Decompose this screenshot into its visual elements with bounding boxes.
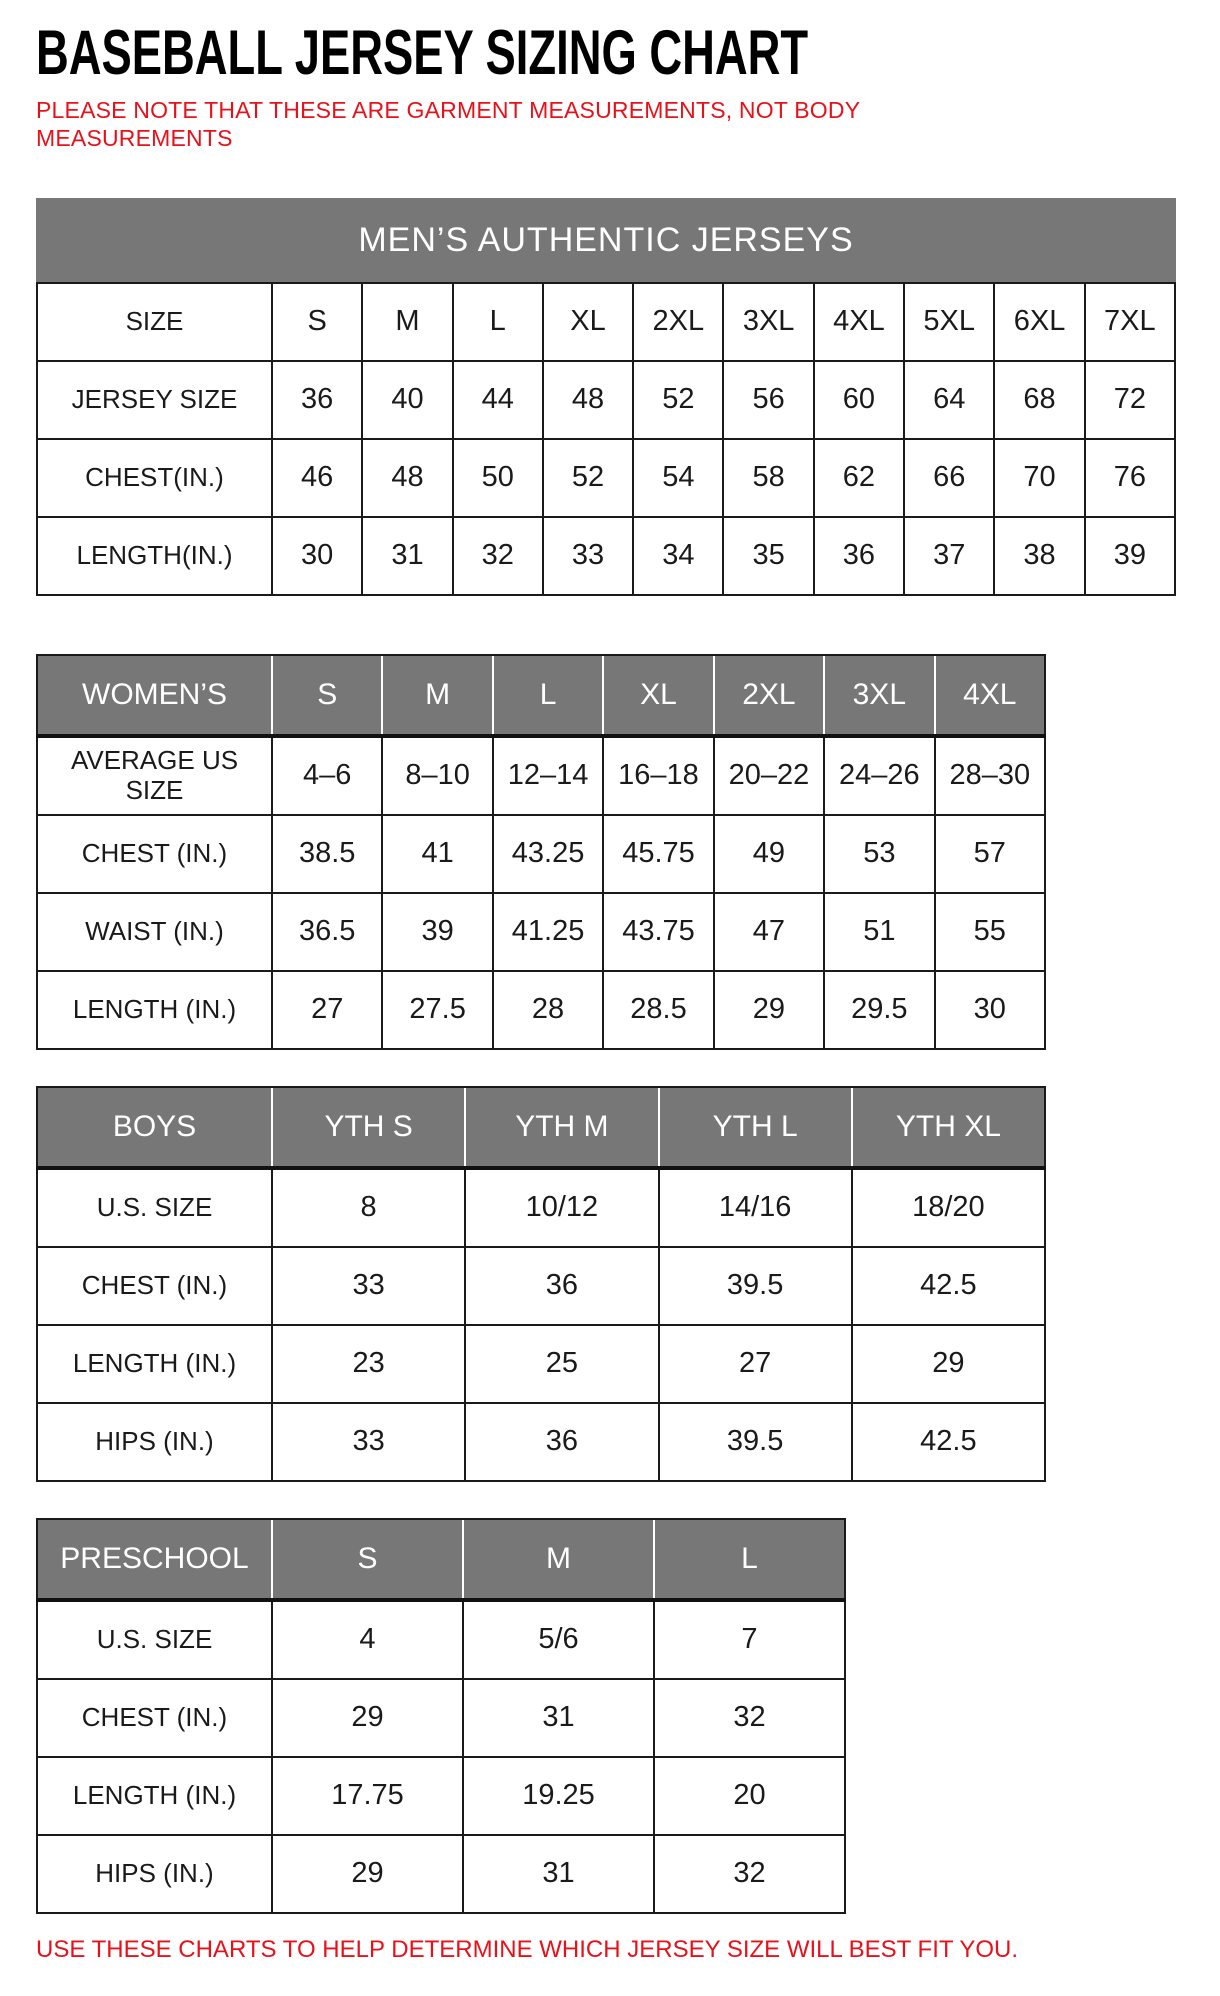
cell: 58 — [723, 439, 813, 517]
cell: 38.5 — [272, 815, 382, 893]
cell: 36 — [272, 361, 362, 439]
row-label: LENGTH (IN.) — [37, 971, 272, 1049]
cell: 20–22 — [714, 736, 824, 815]
boys-sizing-table — [36, 1086, 1046, 1482]
row-label: CHEST (IN.) — [37, 1679, 272, 1757]
cell: 36.5 — [272, 893, 382, 971]
cell: 5XL — [904, 283, 994, 361]
cell: 47 — [714, 893, 824, 971]
table-row — [37, 517, 1175, 595]
cell: 60 — [814, 361, 904, 439]
column-header: S — [272, 1519, 463, 1600]
row-label: CHEST(IN.) — [37, 439, 272, 517]
cell: 62 — [814, 439, 904, 517]
table-header-row — [37, 1519, 845, 1600]
cell: 43.75 — [603, 893, 713, 971]
cell: 8 — [272, 1168, 465, 1247]
cell: 31 — [463, 1679, 654, 1757]
cell: 30 — [935, 971, 1045, 1049]
column-header: M — [382, 655, 492, 736]
table-row — [37, 283, 1175, 361]
cell: 44 — [453, 361, 543, 439]
cell: 14/16 — [659, 1168, 852, 1247]
cell: 28.5 — [603, 971, 713, 1049]
row-label: CHEST (IN.) — [37, 1247, 272, 1325]
cell: 31 — [463, 1835, 654, 1913]
column-header: L — [654, 1519, 845, 1600]
row-label: JERSEY SIZE — [37, 361, 272, 439]
cell: 43.25 — [493, 815, 603, 893]
cell: 51 — [824, 893, 934, 971]
cell: 30 — [272, 517, 362, 595]
mens-sizing-table — [36, 282, 1176, 596]
cell: 27 — [272, 971, 382, 1049]
row-label: WAIST (IN.) — [37, 893, 272, 971]
womens-table-title: WOMEN’S — [37, 655, 272, 736]
cell: 16–18 — [603, 736, 713, 815]
cell: L — [453, 283, 543, 361]
table-row — [37, 1835, 845, 1913]
table-row — [37, 439, 1175, 517]
cell: 39 — [382, 893, 492, 971]
cell: 19.25 — [463, 1757, 654, 1835]
cell: 35 — [723, 517, 813, 595]
cell: 48 — [543, 361, 633, 439]
garment-measurement-note: PLEASE NOTE THAT THESE ARE GARMENT MEASUREMENTS, NOT BODY MEASUREMENTS — [36, 97, 860, 151]
cell: 10/12 — [465, 1168, 658, 1247]
womens-sizing-table — [36, 654, 1046, 1050]
table-header-row — [37, 655, 1045, 736]
table-row — [37, 1403, 1045, 1481]
column-header: YTH M — [465, 1087, 658, 1168]
row-label: LENGTH(IN.) — [37, 517, 272, 595]
cell: 4 — [272, 1600, 463, 1679]
cell: 27 — [659, 1325, 852, 1403]
cell: 72 — [1085, 361, 1175, 439]
cell: 45.75 — [603, 815, 713, 893]
column-header: YTH S — [272, 1087, 465, 1168]
cell: 23 — [272, 1325, 465, 1403]
table-row — [37, 1757, 845, 1835]
cell: 39 — [1085, 517, 1175, 595]
cell: 42.5 — [852, 1403, 1045, 1481]
column-header: M — [463, 1519, 654, 1600]
cell: 37 — [904, 517, 994, 595]
cell: 36 — [814, 517, 904, 595]
cell: 7XL — [1085, 283, 1175, 361]
cell: 68 — [994, 361, 1084, 439]
row-label: HIPS (IN.) — [37, 1403, 272, 1481]
cell: 36 — [465, 1247, 658, 1325]
cell: 31 — [362, 517, 452, 595]
cell: 3XL — [723, 283, 813, 361]
cell: 34 — [633, 517, 723, 595]
cell: 4–6 — [272, 736, 382, 815]
page-title — [36, 18, 1220, 88]
cell: 39.5 — [659, 1403, 852, 1481]
table-row — [37, 815, 1045, 893]
cell: 29.5 — [824, 971, 934, 1049]
cell: 29 — [852, 1325, 1045, 1403]
boys-table-title: BOYS — [37, 1087, 272, 1168]
cell: 28–30 — [935, 736, 1045, 815]
cell: 6XL — [994, 283, 1084, 361]
column-header: L — [493, 655, 603, 736]
row-label: U.S. SIZE — [37, 1168, 272, 1247]
column-header: 4XL — [935, 655, 1045, 736]
cell: 53 — [824, 815, 934, 893]
table-row — [37, 1168, 1045, 1247]
cell: 57 — [935, 815, 1045, 893]
cell: 7 — [654, 1600, 845, 1679]
cell: 17.75 — [272, 1757, 463, 1835]
cell: 41 — [382, 815, 492, 893]
page — [0, 18, 1220, 1964]
column-header: 2XL — [714, 655, 824, 736]
cell: 33 — [272, 1247, 465, 1325]
cell: 40 — [362, 361, 452, 439]
row-label: LENGTH (IN.) — [37, 1325, 272, 1403]
cell: 42.5 — [852, 1247, 1045, 1325]
cell: 5/6 — [463, 1600, 654, 1679]
cell: 2XL — [633, 283, 723, 361]
page-title-text: BASEBALL JERSEY SIZING CHART — [36, 18, 809, 88]
table-row — [37, 361, 1175, 439]
column-header: YTH L — [659, 1087, 852, 1168]
cell: 32 — [654, 1679, 845, 1757]
cell: 28 — [493, 971, 603, 1049]
cell: 29 — [272, 1835, 463, 1913]
preschool-table-title: PRESCHOOL — [37, 1519, 272, 1600]
cell: XL — [543, 283, 633, 361]
table-row — [37, 1247, 1045, 1325]
cell: 4XL — [814, 283, 904, 361]
cell: 46 — [272, 439, 362, 517]
row-label: LENGTH (IN.) — [37, 1757, 272, 1835]
cell: 39.5 — [659, 1247, 852, 1325]
cell: 12–14 — [493, 736, 603, 815]
table-row — [37, 1325, 1045, 1403]
row-label: SIZE — [37, 283, 272, 361]
table-row — [37, 893, 1045, 971]
column-header: S — [272, 655, 382, 736]
row-label: HIPS (IN.) — [37, 1835, 272, 1913]
cell: 52 — [543, 439, 633, 517]
cell: 56 — [723, 361, 813, 439]
cell: 29 — [272, 1679, 463, 1757]
cell: 48 — [362, 439, 452, 517]
cell: 66 — [904, 439, 994, 517]
table-row — [37, 1600, 845, 1679]
cell: 32 — [453, 517, 543, 595]
mens-table-title: MEN’S AUTHENTIC JERSEYS — [36, 198, 1176, 282]
cell: 50 — [453, 439, 543, 517]
cell: 8–10 — [382, 736, 492, 815]
cell: 64 — [904, 361, 994, 439]
cell: 20 — [654, 1757, 845, 1835]
column-header: 3XL — [824, 655, 934, 736]
preschool-sizing-table — [36, 1518, 846, 1914]
cell: 33 — [272, 1403, 465, 1481]
row-label: CHEST (IN.) — [37, 815, 272, 893]
cell: S — [272, 283, 362, 361]
cell: 29 — [714, 971, 824, 1049]
row-label: AVERAGE US SIZE — [37, 736, 272, 815]
cell: 27.5 — [382, 971, 492, 1049]
table-row — [37, 1679, 845, 1757]
column-header: YTH XL — [852, 1087, 1045, 1168]
cell: 18/20 — [852, 1168, 1045, 1247]
row-label: U.S. SIZE — [37, 1600, 272, 1679]
cell: 38 — [994, 517, 1084, 595]
table-row — [37, 971, 1045, 1049]
cell: 33 — [543, 517, 633, 595]
cell: 55 — [935, 893, 1045, 971]
cell: M — [362, 283, 452, 361]
table-header-row — [37, 1087, 1045, 1168]
cell: 49 — [714, 815, 824, 893]
cell: 54 — [633, 439, 723, 517]
cell: 70 — [994, 439, 1084, 517]
cell: 25 — [465, 1325, 658, 1403]
cell: 76 — [1085, 439, 1175, 517]
column-header: XL — [603, 655, 713, 736]
table-row — [37, 736, 1045, 815]
fit-advice-note: USE THESE CHARTS TO HELP DETERMINE WHICH JERSEY SIZE WILL BEST FIT YOU. — [36, 1936, 1019, 1963]
cell: 41.25 — [493, 893, 603, 971]
cell: 32 — [654, 1835, 845, 1913]
cell: 36 — [465, 1403, 658, 1481]
cell: 24–26 — [824, 736, 934, 815]
cell: 52 — [633, 361, 723, 439]
